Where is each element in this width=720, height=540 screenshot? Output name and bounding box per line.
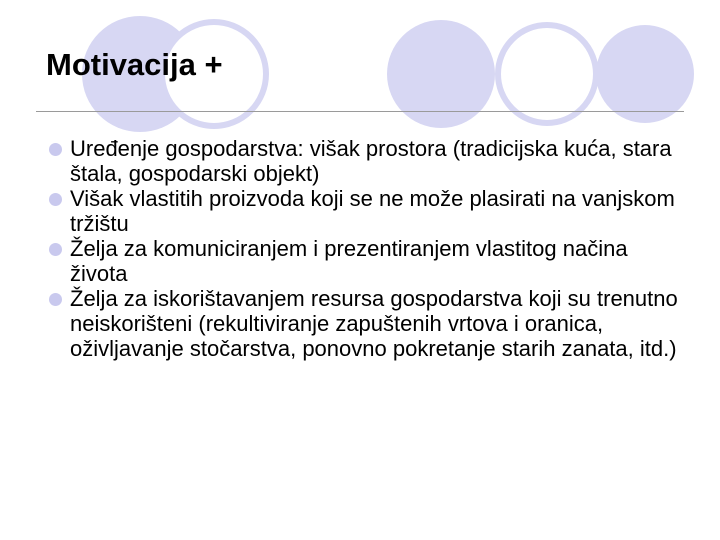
decor-circle-outline-2 [498,25,596,123]
bullet-text: Višak vlastitih proizvoda koji se ne može plasirati na vanjskom tržištu [70,186,675,236]
bullet-list [48,136,688,361]
title-divider [36,111,684,112]
bullet-dot-icon [49,143,62,156]
bullet-text: Želja za komuniciranjem i prezentiranjem vlastitog načina života [70,236,628,286]
bullet-dot-icon [49,293,62,306]
bullet-item [48,136,688,186]
bullet-item [48,286,688,361]
bullet-dot-icon [49,243,62,256]
bullet-item [48,186,688,236]
bullet-text: Želja za iskorištavanjem resursa gospodarstva koji su trenutno neiskorišteni (rekultiviranje zapuštenih vrtova i oranica, oživljavanje stočarstva, ponovno pokretanje starih zanata, itd.) [70,286,678,361]
slide-title: Motivacija + [46,47,223,82]
decor-circle-filled-3 [596,25,694,123]
bullet-item [48,236,688,286]
bullet-dot-icon [49,193,62,206]
bullet-text: Uređenje gospodarstva: višak prostora (tradicijska kuća, stara štala, gospodarski objekt) [70,136,672,186]
